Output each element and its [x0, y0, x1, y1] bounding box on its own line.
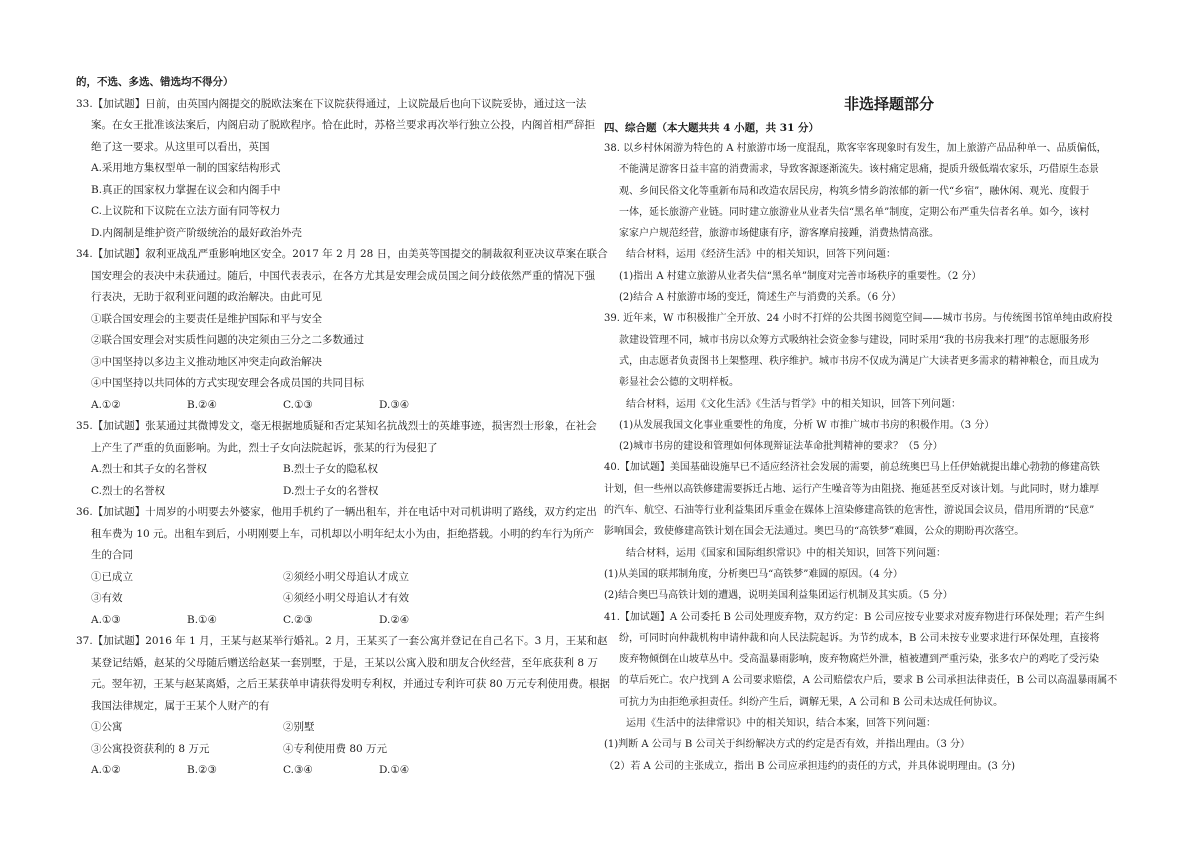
- option-row: [76, 459, 596, 481]
- option-row: [76, 610, 596, 632]
- option-c: C.上议院和下议院在立法方面有同等权力: [91, 205, 281, 217]
- question-text: 可抗力为由拒绝承担责任。纠纷产生后，调解无果，A 公司和 B 公司未达成任何协议。: [619, 696, 1004, 708]
- question-text: 款建设管理不同，城市书房以众筹方式吸纳社会资金参与建设，同时采用“我的书房我来打理”的志愿服务形: [619, 334, 1090, 346]
- statement-row: [76, 717, 596, 739]
- option-a: A.烈士和其子女的名誉权: [91, 463, 207, 475]
- statement-item: ④须经小明父母追认才有效: [283, 592, 409, 604]
- option-d: D.②④: [379, 613, 410, 626]
- option-b: B.①④: [187, 613, 217, 626]
- question-prompt: 结合材料，运用《经济生活》中的相关知识，回答下列问题：: [626, 249, 896, 261]
- question-40: [604, 457, 1164, 606]
- option-row: [76, 760, 596, 782]
- question-37: [76, 631, 610, 782]
- option-row: [76, 481, 596, 503]
- statement-item: ④专利使用费 80 万元: [283, 742, 388, 755]
- statement-item: ①公寓: [91, 721, 123, 733]
- option-d: D.内阁制是维护资产阶级统治的最好政治外壳: [91, 226, 302, 239]
- statement-item: ③有效: [91, 592, 123, 604]
- question-text: 的汽车、航空、石油等行业利益集团斥重金在媒体上渲染修建高铁的危害性，游说国会议员，借用所谓的“民意”: [604, 505, 1095, 517]
- question-text: 39. 近年来，W 市积极推广全开放、24 小时不打烊的公共图书阅览空间——城市书房。与传统图书馆单纯由政府投: [604, 313, 1113, 325]
- question-text: 某登记结婚，赵某的父母随后赠送给赵某一套别墅，于是，王某以公寓入股和朋友合伙经营，至年底获利 8 万: [91, 656, 598, 669]
- statement-item: ②须经小明父母追认才成立: [283, 570, 409, 583]
- left-column: [76, 72, 610, 782]
- question-text: 式，由志愿者负责图书上架整理、秩序维护。城市书房不仅成为满足广大读者更多需求的精神粮仓，而且成为: [619, 355, 1099, 367]
- question-text: 上产生了严重的负面影响。为此，烈士子女向法院起诉，张某的行为侵犯了: [91, 441, 438, 454]
- option-a: A.采用地方集权型单一制的国家结构形式: [91, 162, 281, 174]
- sub-question: （2）若 A 公司的主张成立，指出 B 公司应承担违约的责任的方式，并具体说明理由。(3 分): [604, 760, 1015, 772]
- question-text: 计划，但一些州以高铁修建需要拆迁占地、运行产生噪音等为由阻挠、拖延甚至反对该计划。与此同时，财力雄厚: [604, 483, 1099, 495]
- question-33: [76, 94, 596, 245]
- question-prompt: 结合材料，运用《文化生活》《生活与哲学》中的相关知识，回答下列问题：: [626, 398, 961, 410]
- sub-question: (1)指出 A 村建立旅游从业者失信“黑名单”制度对完善市场秩序的重要性。（2 分）: [619, 270, 982, 282]
- option-row: [76, 395, 596, 417]
- option-c: C.烈士的名誉权: [91, 484, 165, 497]
- question-text: 行表决，无助于叙利亚问题的政治解决。由此可见: [91, 291, 322, 303]
- section-title: 非选择题部分: [843, 95, 934, 113]
- question-text: 不能满足游客日益丰富的消费需求，导致客源逐渐流失。该村痛定思痛，提质升级低端农家乐，巧借原生态景: [619, 164, 1099, 176]
- statement-item: ④中国坚持以共同体的方式实现安理会各成员国的共同目标: [91, 377, 364, 389]
- question-39: [604, 308, 1164, 457]
- option-d: D.①④: [379, 764, 410, 776]
- statement-row: [76, 739, 596, 761]
- option-d: D.③④: [379, 398, 410, 411]
- option-a: A.①③: [91, 613, 121, 626]
- question-38: [604, 138, 1164, 308]
- statement-item: ①联合国安理会的主要责任是维护国际和平与安全: [91, 312, 322, 325]
- section-continuation-note: 的，不选、多选、错选均不得分）: [76, 76, 234, 88]
- option-d: D.烈士子女的名誉权: [283, 484, 379, 497]
- question-34: [76, 244, 608, 416]
- question-text: 生的合同: [91, 549, 133, 561]
- option-b: B.烈士子女的隐私权: [283, 463, 379, 475]
- question-text: 彰显社会公德的文明样板。: [619, 377, 739, 389]
- statement-row: [76, 588, 596, 610]
- question-41: [604, 607, 1164, 777]
- statement-item: ②别墅: [283, 721, 315, 733]
- question-text: 观、乡间民俗文化等重新布局和改造农居民房，构筑乡情乡韵浓郁的新一代“乡宿”，融休闲、观光、度假于: [619, 185, 1090, 197]
- question-text: 影响国会，致使修建高铁计划在国会无法通过。奥巴马的“高铁梦”难圆，公众的期盼再次落空。: [604, 526, 1025, 538]
- option-c: C.①③: [283, 398, 313, 411]
- question-35: [76, 416, 596, 502]
- question-36: [76, 502, 596, 631]
- option-c: C.③④: [283, 764, 313, 776]
- option-b: B.真正的国家权力掌握在议会和内阁手中: [91, 183, 281, 196]
- sub-question: (1)从美国的联邦制角度，分析奥巴马“高铁梦”难圆的原因。（4 分）: [604, 568, 903, 580]
- question-text: 36.【加试题】十周岁的小明要去外婆家，他用手机约了一辆出租车，并在电话中对司机讲明了路线，双方约定出: [76, 506, 597, 518]
- sub-question: (1)判断 A 公司与 B 公司关于纠纷解决方式的约定是否有效，并指出理由。（3 分）: [604, 739, 970, 751]
- question-text: 38. 以乡村休闲游为特色的 A 村旅游市场一度混乱，欺客宰客现象时有发生，加上旅游产品品种单一、品质偏低，: [604, 143, 1107, 154]
- question-text: 绝了这一要求。从这里可以看出，英国: [91, 140, 270, 153]
- question-text: 案。在女王批准该法案后，内阁启动了脱欧程序。恰在此时，苏格兰要求再次举行独立公投，内阁首相严辞拒: [91, 119, 595, 131]
- question-text: 40.【加试题】美国基础设施早已不适应经济社会发展的需要，前总统奥巴马上任伊始就提出雄心勃勃的修建高铁: [604, 462, 1100, 474]
- sub-question: (2)城市书房的建设和管理如何体现辩证法革命批判精神的要求？（5 分）: [619, 441, 943, 453]
- statement-item: ③中国坚持以多边主义推动地区冲突走向政治解决: [91, 355, 322, 368]
- statement-item: ②联合国安理会对实质性问题的决定须由三分之二多数通过: [91, 334, 364, 346]
- option-a: A.①②: [91, 764, 121, 776]
- question-text: 家家户户规范经营，旅游市场健康有序，游客摩肩接踵，消费热情高涨。: [619, 228, 939, 240]
- statement-item: ③公寓投资获利的 8 万元: [91, 742, 210, 755]
- question-text: 34.【加试题】叙利亚战乱严重影响地区安全。2017 年 2 月 28 日，由美英等国提交的制裁叙利亚决议草案在联合: [76, 248, 608, 260]
- question-text: 33.【加试题】日前，由英国内阁提交的脱欧法案在下议院获得通过，上议院最后也向下议院妥协，通过这一法: [76, 97, 587, 110]
- option-b: B.②④: [187, 398, 217, 411]
- sub-question: (2)结合 A 村旅游市场的变迁，简述生产与消费的关系。（6 分）: [619, 292, 902, 304]
- statement-row: [76, 567, 596, 589]
- question-text: 一体，延长旅游产业链。同时建立旅游业从业者失信“黑名单”制度，定期公布严重失信者名单。如今，该村: [619, 206, 1090, 218]
- question-prompt: 运用《生活中的法律常识》中的相关知识，结合本案，回答下列问题：: [626, 718, 936, 730]
- question-text: 35.【加试题】张某通过其微博发文，毫无根据地质疑和否定某知名抗战烈士的英雄事迹，损害烈士形象，在社会: [76, 420, 597, 432]
- question-text: 41.【加试题】A 公司委托 B 公司处理废弃物，双方约定：B 公司应按专业要求对废弃物进行环保处理；若产生纠: [604, 611, 1105, 623]
- option-a: A.①②: [91, 398, 121, 411]
- question-text: 废弃物倾倒在山坡草丛中。受高温暴雨影响，废弃物腐烂外泄，植被遭到严重污染，张多农户的鸡吃了受污染: [619, 654, 1099, 666]
- question-text: 纷，可同时向仲裁机构申请仲裁和向人民法院起诉。为节约成本，B 公司未按专业要求进行环保处理，直接将: [619, 632, 1100, 644]
- question-text: 元。翌年初，王某与赵某离婚，之后王某获单申请获得发明专利权，并通过专利许可获 80 万元专利使用费。根据: [91, 678, 610, 690]
- statement-item: ①已成立: [91, 570, 133, 583]
- option-c: C.②③: [283, 613, 313, 626]
- question-text: 的草后死亡。农户找到 A 公司要求赔偿，A 公司赔偿农户后，要求 B 公司承担法律责任，B 公司以高温暴雨属不: [619, 675, 1118, 687]
- sub-question: (2)结合奥巴马高铁计划的遭遇，说明美国利益集团运行机制及其实质。（5 分）: [604, 590, 953, 602]
- question-prompt: 结合材料，运用《国家和国际组织常识》中的相关知识，回答下列问题：: [626, 547, 946, 559]
- right-column: [604, 72, 1164, 777]
- question-text: 37.【加试题】2016 年 1 月，王某与赵某举行婚礼。2 月，王某买了一套公寓并登记在自己名下。3 月，王某和赵: [76, 635, 608, 647]
- question-text: 租车费为 10 元。出租车到后，小明刚要上车，司机却以小明年纪太小为由，拒绝搭载。小明的约车行为所产: [91, 527, 595, 540]
- section-heading: 四、综合题（本大题共共 4 小题，共 31 分）: [604, 122, 820, 134]
- sub-question: (1)从发展我国文化事业重要性的角度，分析 W 市推广城市书房的积极作用。（3 分）: [619, 419, 995, 431]
- question-text: 国安理会的表决中未获通过。随后，中国代表表示，在各方尤其是安理会成员国之间分歧依然严重的情况下强: [91, 269, 595, 282]
- option-b: B.②③: [187, 764, 217, 776]
- question-text: 我国法律规定，属于王某个人财产的有: [91, 699, 270, 712]
